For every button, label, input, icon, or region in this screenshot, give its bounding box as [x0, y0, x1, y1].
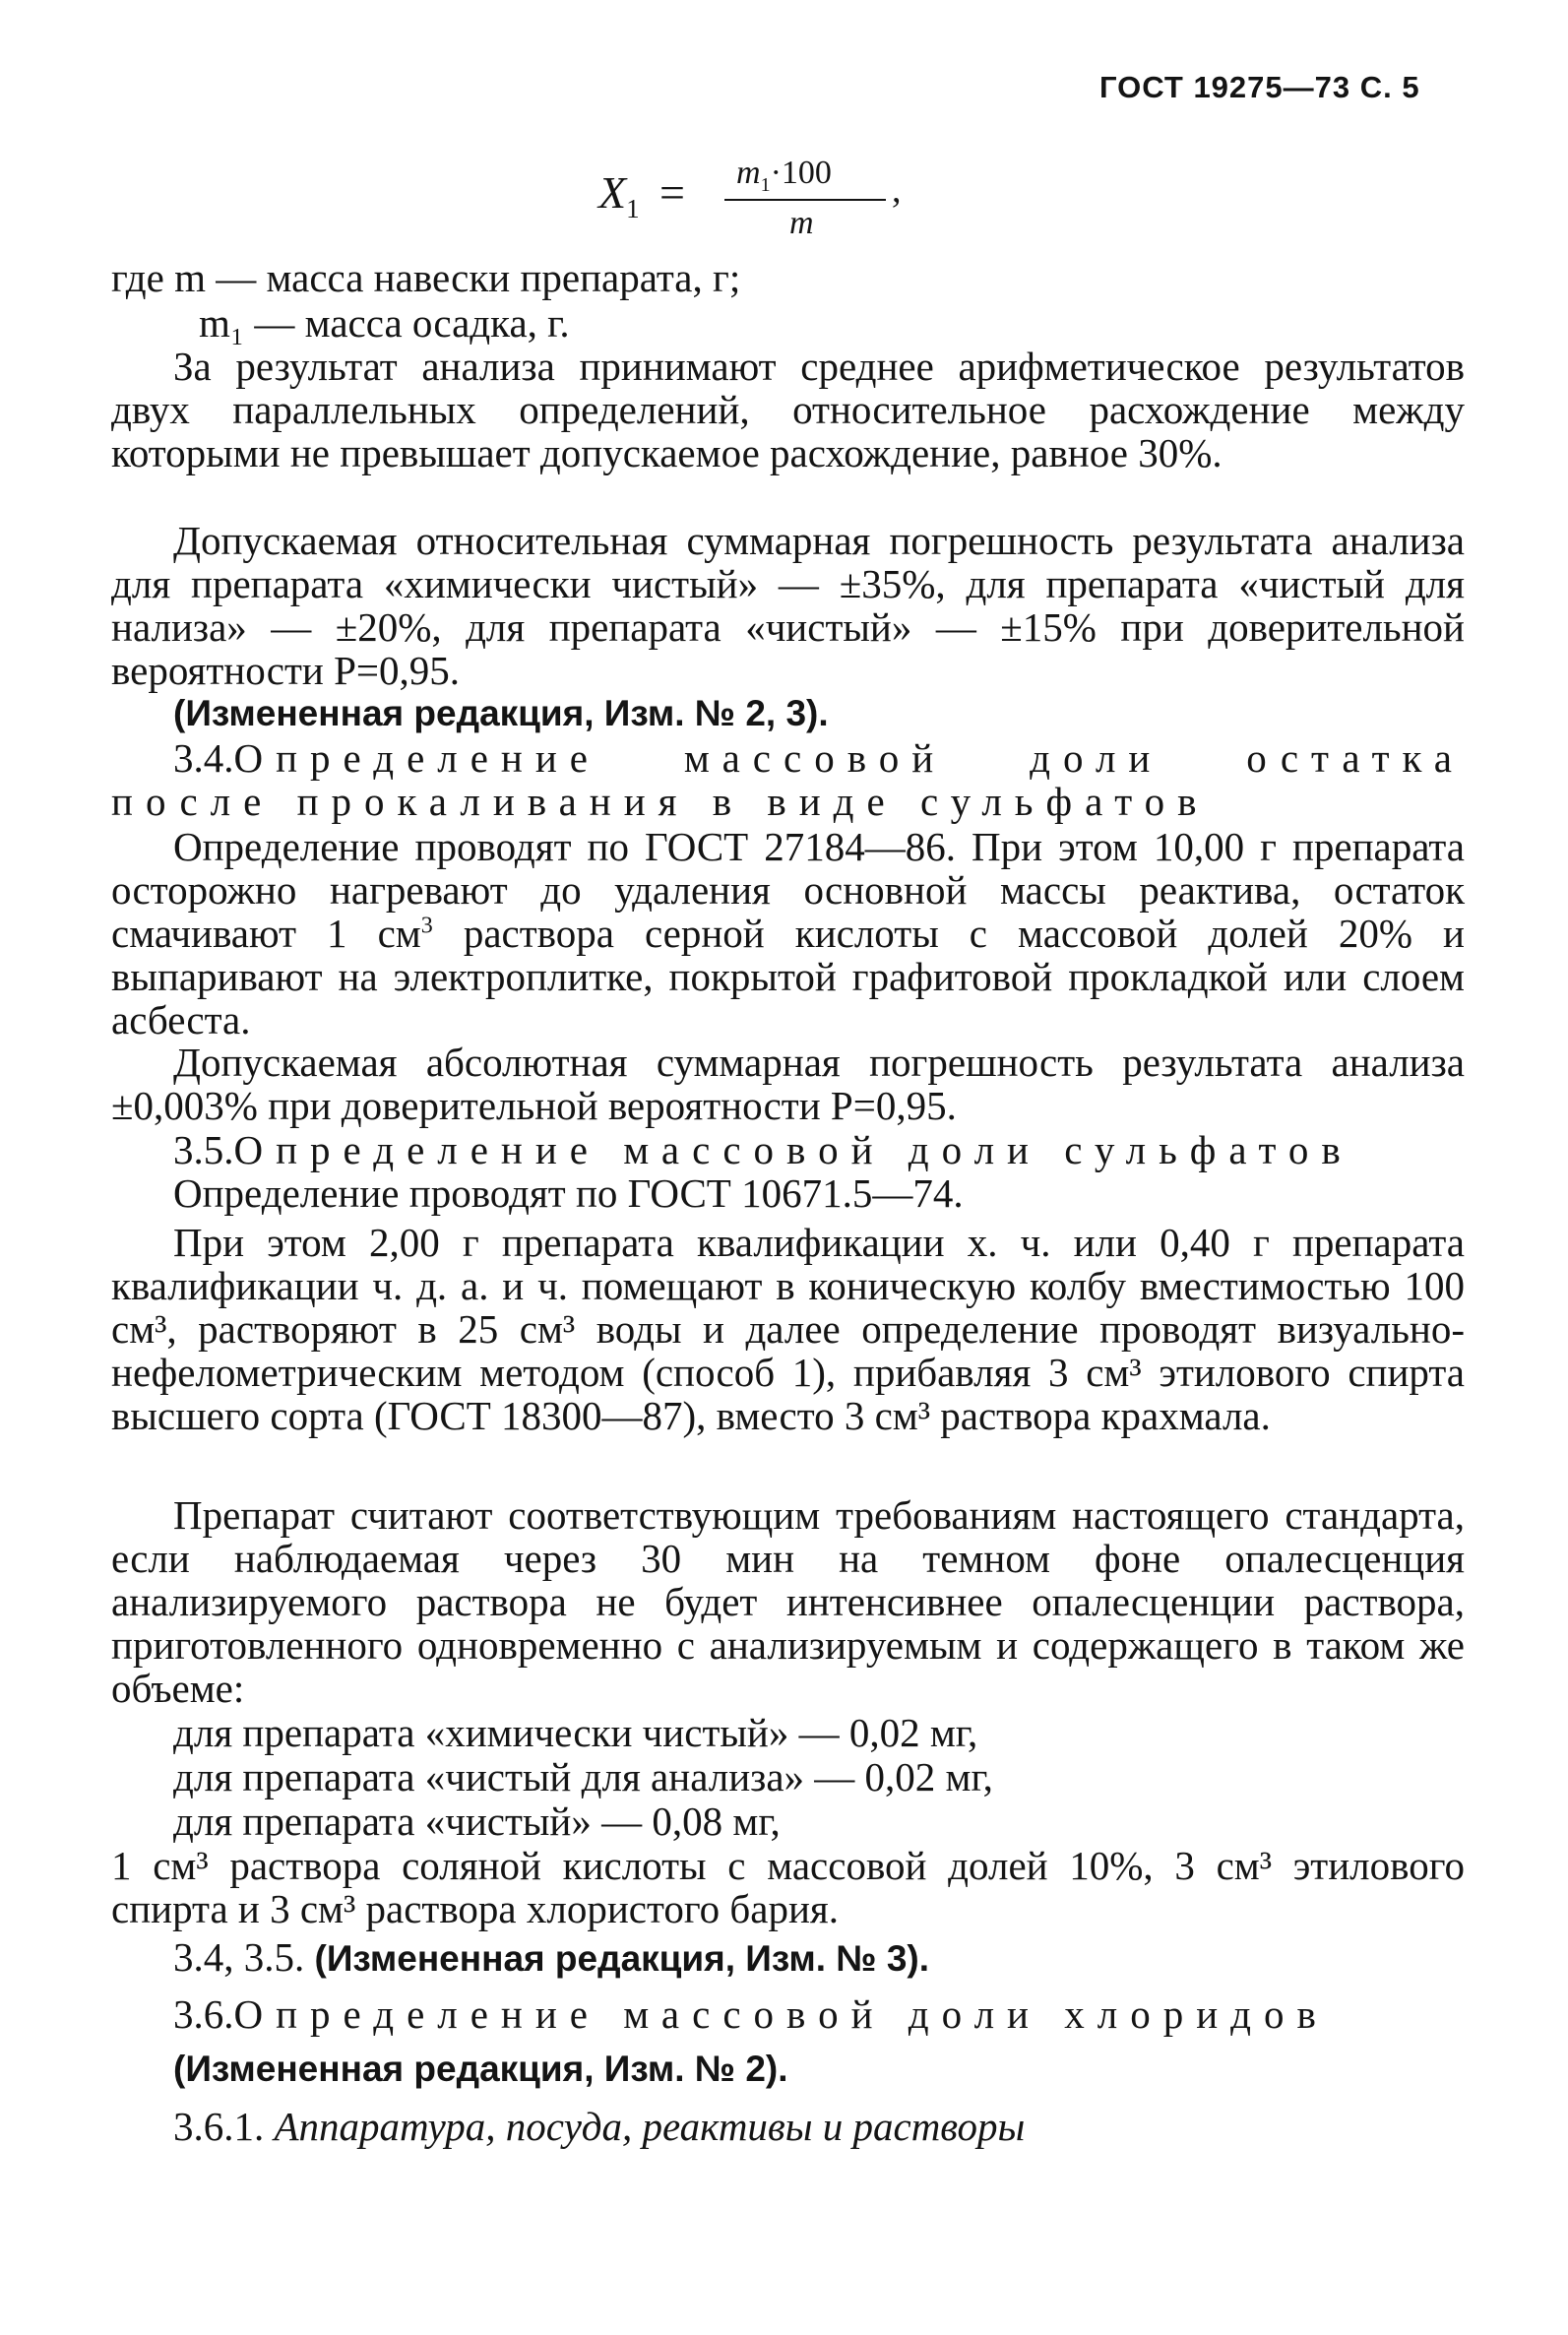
paragraph-error: Допускаемая относительная суммарная погрешность результата анализа для препарата «химически чистый» — ±35%, для препарата «чистый для нализа» — ±20%, для препарата «чистый» — ±15% при доверительной вероятности P=0,95. [111, 518, 1465, 693]
paragraph-result: За результат анализа принимают среднее арифметическое результатов двух параллельных определений, относительное расхождение между которыми не превышает допускаемое расхождение, равное 30%. [111, 344, 1465, 475]
section-3-4-heading: 3.4.Определение массовой доли остатка после прокаливания в виде сульфатов [111, 735, 1465, 824]
list-item-1: для препарата «химически чистый» — 0,02 мг, [173, 1710, 978, 1755]
amendment-note-1: (Измененная редакция, Изм. № 2, 3). [173, 693, 829, 733]
list-item-2: для препарата «чистый для анализа» — 0,02 мг, [173, 1754, 993, 1799]
formula-numerator: $m_1\cdot 100$ [736, 155, 832, 196]
paragraph-3-5-reagents: 1 см³ раствора соляной кислоты с массовой долей 10%, 3 см³ этилового спирта и 3 см³ раствора хлористого бария. [111, 1843, 1465, 1931]
paragraph-3-4-error: Допускаемая абсолютная суммарная погрешность результата анализа ±0,003% при доверительной вероятности P=0,95. [111, 1040, 1465, 1128]
formula-x1 [598, 153, 913, 251]
where-line-1: где m — масса навески препарата, г; [111, 255, 741, 300]
paragraph-3-5-method: При этом 2,00 г препарата квалификации х. ч. или 0,40 г препарата квалификации ч. д. а. и ч. помещают в коническую колбу вместимостью 100 см³, растворяют в 25 см³ воды и далее определение проводят визуально-нефелометрическим методом (способ 1), прибавляя 3 см³ этилового спирта высшего сорта (ГОСТ 18300—87), вместо 3 см³ раствора крахмала. [111, 1220, 1465, 1438]
list-item-3: для препарата «чистый» — 0,08 мг, [173, 1799, 781, 1844]
fraction-bar [724, 199, 886, 201]
section-3-5-heading: 3.5.Определение массовой доли сульфатов [173, 1127, 1353, 1172]
section-3-6-1-heading: 3.6.1. Аппаратура, посуда, реактивы и растворы [173, 2104, 1026, 2149]
amendment-note-3: (Измененная редакция, Изм. № 2). [173, 2049, 788, 2089]
formula-denominator: m [789, 205, 814, 241]
document-header: ГОСТ 19275—73 С. 5 [1099, 70, 1420, 104]
amendment-note-2: 3.4, 3.5. (Измененная редакция, Изм. № 3). [173, 1934, 930, 1980]
paragraph-3-4-method: Определение проводят по ГОСТ 27184—86. При этом 10,00 г препарата осторожно нагревают до удаления основной массы реактива, остаток смачивают 1 $см^3$ раствора серной кислоты с массовой долей 20% и выпаривают на электроплитке, покрытой графитовой прокладкой или слоем асбеста. [111, 824, 1465, 1042]
section-3-6-heading: 3.6.Определение массовой доли хлоридов [173, 1991, 1329, 2037]
where-line-2: m₁ — масса осадка, г. [199, 300, 570, 346]
formula-comma: , [892, 169, 902, 211]
paragraph-3-5-criteria: Препарат считают соответствующим требованиям настоящего стандарта, если наблюдаемая через 30 мин на темном фоне опалесценция анализируемого раствора не будет интенсивнее опалесценции раствора, приготовленного одновременно с анализируемым и содержащего в таком же объеме: [111, 1492, 1465, 1711]
paragraph-3-5-ref: Определение проводят по ГОСТ 10671.5—74. [173, 1170, 964, 1216]
formula-lhs: $X_1$ [598, 167, 640, 224]
formula-equals: = [659, 167, 685, 218]
